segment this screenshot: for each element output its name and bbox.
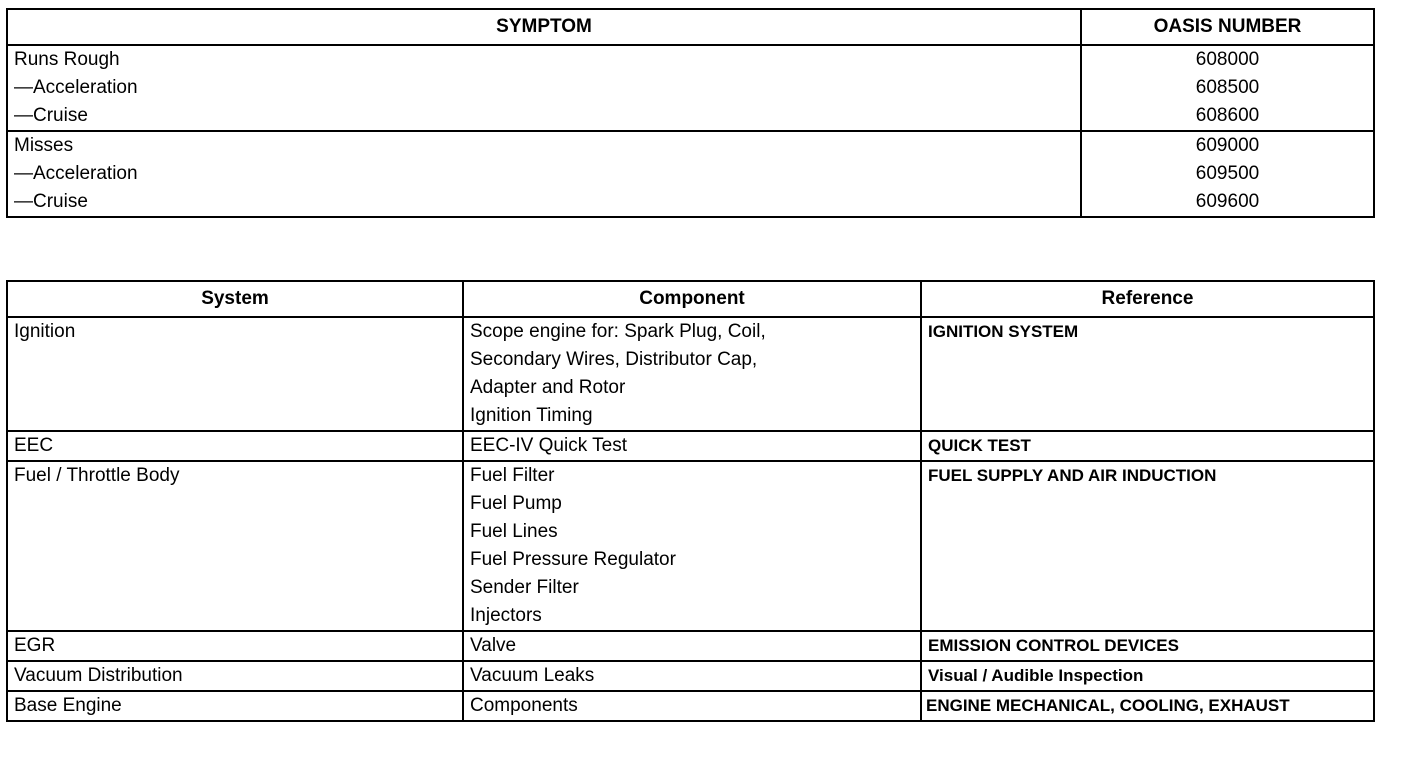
oasis-number: 609000 — [1195, 135, 1260, 156]
symptom-line: Runs Rough — [14, 49, 120, 70]
system-header: System — [7, 281, 463, 317]
oasis-number: 608000 — [1195, 49, 1260, 70]
system-table-header — [7, 281, 1374, 317]
component-cell — [463, 317, 921, 431]
component-line: EEC-IV Quick Test — [470, 435, 627, 456]
system-table — [6, 280, 1375, 722]
oasis-number: 608500 — [1195, 77, 1260, 98]
table-row — [7, 131, 1374, 217]
component-header: Component — [463, 281, 921, 317]
table-row — [7, 631, 1374, 661]
symptom-line: —Cruise — [14, 191, 88, 212]
table-row — [7, 431, 1374, 461]
symptom-line: —Cruise — [14, 105, 88, 126]
component-cell — [463, 661, 921, 691]
component-line: Fuel Pump — [470, 493, 562, 514]
table-row — [7, 691, 1374, 721]
symptom-table — [6, 8, 1375, 218]
component-line: Valve — [470, 635, 517, 656]
symptom-cell — [7, 131, 1081, 217]
reference-cell: IGNITION SYSTEM — [921, 317, 1374, 431]
symptom-line: —Acceleration — [14, 163, 138, 184]
component-line: Vacuum Leaks — [470, 665, 595, 686]
reference-cell: Visual / Audible Inspection — [921, 661, 1374, 691]
oasis-number: 609500 — [1195, 163, 1260, 184]
system-cell: Fuel / Throttle Body — [7, 461, 463, 631]
component-line: Ignition Timing — [470, 405, 593, 426]
component-line: Injectors — [470, 605, 542, 626]
reference-header: Reference — [921, 281, 1374, 317]
reference-cell: FUEL SUPPLY AND AIR INDUCTION — [921, 461, 1374, 631]
oasis-cell — [1081, 131, 1374, 217]
component-cell — [463, 461, 921, 631]
component-line: Scope engine for: Spark Plug, Coil, — [470, 321, 766, 342]
oasis-cell — [1081, 45, 1374, 131]
component-cell — [463, 431, 921, 461]
system-cell: Vacuum Distribution — [7, 661, 463, 691]
system-cell: Base Engine — [7, 691, 463, 721]
component-line: Fuel Filter — [470, 465, 555, 486]
component-line: Secondary Wires, Distributor Cap, — [470, 349, 758, 370]
reference-cell: EMISSION CONTROL DEVICES — [921, 631, 1374, 661]
table-row — [7, 45, 1374, 131]
oasis-number: 609600 — [1195, 191, 1260, 212]
table-row — [7, 461, 1374, 631]
component-cell — [463, 691, 921, 721]
component-line: Fuel Pressure Regulator — [470, 549, 676, 570]
component-cell — [463, 631, 921, 661]
symptom-header: SYMPTOM — [7, 9, 1081, 45]
component-line: Adapter and Rotor — [470, 377, 626, 398]
component-line: Components — [470, 695, 578, 716]
system-cell: EEC — [7, 431, 463, 461]
table-row — [7, 317, 1374, 431]
component-line: Sender Filter — [470, 577, 579, 598]
oasis-number: 608600 — [1195, 105, 1260, 126]
reference-cell: QUICK TEST — [921, 431, 1374, 461]
symptom-line: —Acceleration — [14, 77, 138, 98]
system-cell: Ignition — [7, 317, 463, 431]
symptom-line: Misses — [14, 135, 74, 156]
table-row — [7, 661, 1374, 691]
system-cell: EGR — [7, 631, 463, 661]
component-line: Fuel Lines — [470, 521, 558, 542]
reference-cell: ENGINE MECHANICAL, COOLING, EXHAUST — [921, 691, 1374, 721]
symptom-cell — [7, 45, 1081, 131]
symptom-table-header — [7, 9, 1374, 45]
oasis-number-header: OASIS NUMBER — [1081, 9, 1374, 45]
